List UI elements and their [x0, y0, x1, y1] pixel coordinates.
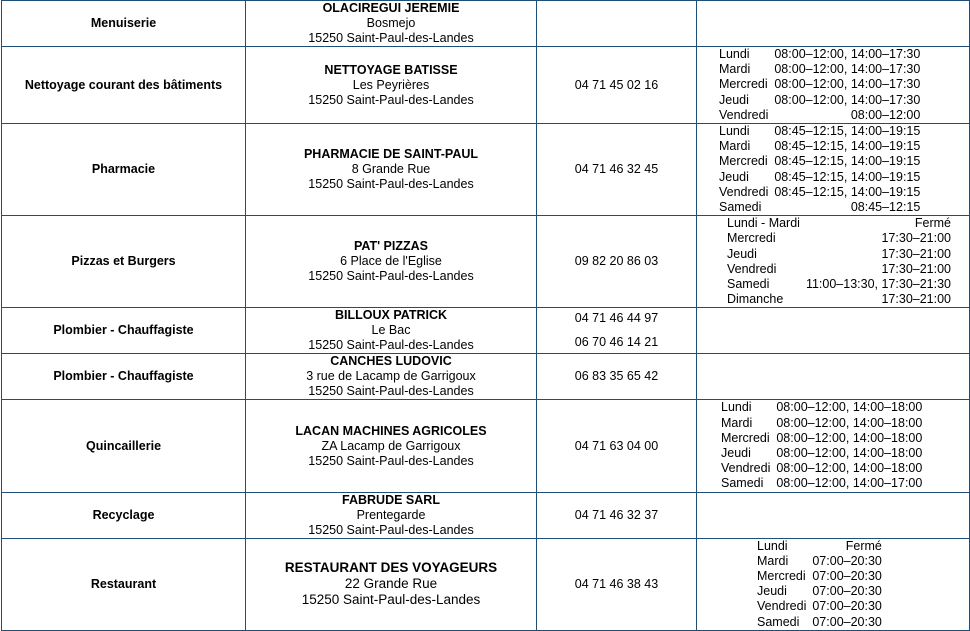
phone-cell — [537, 492, 697, 538]
hours-day: Vendredi — [727, 261, 777, 276]
hours-time: 08:45–12:15 — [850, 200, 921, 215]
hours-time: Fermé — [914, 216, 951, 231]
hours-time: Fermé — [845, 538, 882, 553]
address-line: Prentegarde — [356, 507, 426, 522]
business-name: LACAN MACHINES AGRICOLES — [295, 423, 487, 438]
business-cell — [246, 354, 537, 400]
directory-table — [1, 0, 970, 631]
address-line: 15250 Saint-Paul-des-Landes — [308, 453, 474, 468]
hours-time: 08:00–12:00, 14:00–18:00 — [776, 461, 923, 476]
hours-time: 08:00–12:00, 14:00–17:30 — [774, 77, 921, 92]
hours-day: Vendredi — [719, 107, 769, 122]
hours-time: 08:00–12:00, 14:00–17:30 — [774, 47, 921, 61]
hours-day: Vendredi — [721, 461, 771, 476]
hours-time: 17:30–21:00 — [881, 292, 951, 307]
phone-cell — [537, 400, 697, 492]
address-line: 15250 Saint-Paul-des-Landes — [308, 384, 474, 399]
hours-time: 08:45–12:15, 14:00–19:15 — [774, 169, 921, 184]
hours-day: Samedi — [727, 277, 770, 292]
business-name: PAT' PIZZAS — [353, 239, 429, 254]
hours-time: 08:45–12:15, 14:00–19:15 — [774, 154, 921, 169]
hours-day: Mercredi — [719, 154, 768, 169]
category-cell: Menuiserie — [2, 1, 246, 47]
table-row — [2, 354, 970, 400]
address-line: 8 Grande Rue — [351, 162, 431, 177]
category-cell: Pharmacie — [2, 124, 246, 216]
phone-number: 04 71 46 32 45 — [574, 162, 659, 177]
hours-time: 08:00–12:00 — [850, 107, 921, 122]
address-line: Le Bac — [371, 323, 411, 338]
opening-hours-cell — [697, 47, 970, 124]
business-cell — [246, 308, 537, 354]
phone-cell — [537, 354, 697, 400]
opening-hours-cell — [697, 492, 970, 538]
hours-day: Samedi — [757, 614, 800, 629]
hours-time: 17:30–21:00 — [881, 231, 951, 246]
hours-day: Vendredi — [719, 184, 769, 199]
address-line: 15250 Saint-Paul-des-Landes — [308, 31, 474, 45]
hours-day: Jeudi — [721, 446, 751, 461]
hours-day: Samedi — [719, 200, 762, 215]
hours-time: 17:30–21:00 — [881, 261, 951, 276]
opening-hours-list — [697, 124, 920, 215]
opening-hours-cell — [697, 124, 970, 216]
address-line: 22 Grande Rue — [344, 576, 438, 592]
hours-time: 07:00–20:30 — [812, 584, 882, 599]
phone-number: 04 71 46 44 97 — [574, 311, 659, 326]
business-cell — [246, 216, 537, 308]
opening-hours-cell — [697, 308, 970, 354]
address-line: 15250 Saint-Paul-des-Landes — [308, 177, 474, 192]
opening-hours-cell — [697, 216, 970, 308]
hours-day: Lundi — [757, 538, 788, 553]
phone-cell — [537, 124, 697, 216]
table-row — [2, 47, 970, 124]
address-line: Les Peyrières — [352, 77, 430, 92]
hours-day: Mercredi — [719, 77, 768, 92]
category-cell: Plombier - Chauffagiste — [2, 308, 246, 354]
hours-day: Samedi — [721, 476, 764, 491]
address-line: ZA Lacamp de Garrigoux — [321, 438, 461, 453]
hours-time: 07:00–20:30 — [812, 569, 882, 584]
business-name: FABRUDE SARL — [342, 492, 440, 507]
hours-time: 08:00–12:00, 14:00–17:00 — [776, 476, 923, 491]
phone-number: 09 82 20 86 03 — [574, 254, 659, 269]
hours-day: Lundi — [719, 47, 750, 61]
table-row — [2, 492, 970, 538]
hours-day: Jeudi — [719, 169, 749, 184]
opening-hours-cell — [697, 538, 970, 630]
hours-time: 08:45–12:15, 14:00–19:15 — [774, 139, 921, 154]
business-cell — [246, 538, 537, 630]
phone-cell — [537, 47, 697, 124]
phone-cell — [537, 1, 697, 47]
hours-day: Jeudi — [757, 584, 787, 599]
address-line: 15250 Saint-Paul-des-Landes — [308, 92, 474, 107]
business-name: PHARMACIE DE SAINT-PAUL — [303, 147, 479, 162]
hours-day: Lundi — [721, 400, 752, 415]
table-row — [2, 308, 970, 354]
business-name: NETTOYAGE BATISSE — [324, 62, 458, 77]
hours-day: Mercredi — [727, 231, 776, 246]
business-name: RESTAURANT DES VOYAGEURS — [284, 560, 498, 576]
phone-number: 04 71 46 32 37 — [574, 507, 659, 522]
category-cell: Nettoyage courant des bâtiments — [2, 47, 246, 124]
opening-hours-cell — [697, 400, 970, 492]
phone-number: 04 71 63 04 00 — [574, 438, 659, 453]
opening-hours-list — [697, 400, 922, 491]
phone-number: 04 71 45 02 16 — [574, 77, 659, 92]
hours-time: 17:30–21:00 — [881, 246, 951, 261]
table-row — [2, 538, 970, 630]
category-cell: Recyclage — [2, 492, 246, 538]
hours-day: Mercredi — [721, 430, 770, 445]
hours-day: Dimanche — [727, 292, 784, 307]
phone-cell — [537, 538, 697, 630]
table-row — [2, 400, 970, 492]
hours-time: 11:00–13:30, 17:30–21:30 — [805, 277, 951, 292]
hours-day: Jeudi — [719, 92, 749, 107]
phone-number: 04 71 46 38 43 — [574, 576, 659, 591]
hours-time: 07:00–20:30 — [812, 599, 882, 614]
hours-day: Mardi — [757, 553, 789, 568]
category-cell: Pizzas et Burgers — [2, 216, 246, 308]
hours-time: 07:00–20:30 — [812, 553, 882, 568]
address-line: 15250 Saint-Paul-des-Landes — [308, 269, 474, 284]
category-cell: Plombier - Chauffagiste — [2, 354, 246, 400]
opening-hours-cell — [697, 1, 970, 47]
hours-time: 08:00–12:00, 14:00–18:00 — [776, 446, 923, 461]
hours-day: Vendredi — [757, 599, 807, 614]
hours-time: 08:45–12:15, 14:00–19:15 — [774, 124, 921, 139]
opening-hours-list — [697, 47, 920, 123]
address-line: 3 rue de Lacamp de Garrigoux — [306, 369, 476, 384]
category-cell: Restaurant — [2, 538, 246, 630]
address-line: 6 Place de l'Eglise — [340, 254, 442, 269]
hours-day: Lundi - Mardi — [727, 216, 800, 231]
hours-time: 08:00–12:00, 14:00–18:00 — [776, 400, 923, 415]
hours-time: 08:00–12:00, 14:00–18:00 — [776, 415, 923, 430]
phone-number: 06 83 35 65 42 — [574, 369, 659, 384]
business-cell — [246, 400, 537, 492]
opening-hours-list — [697, 216, 970, 307]
table-row — [2, 124, 970, 216]
business-cell — [246, 1, 537, 47]
business-cell — [246, 47, 537, 124]
business-name: BILLOUX PATRICK — [334, 308, 448, 323]
hours-day: Mardi — [721, 415, 753, 430]
phone-number: 06 70 46 14 21 — [574, 335, 659, 350]
business-cell — [246, 492, 537, 538]
hours-day: Mercredi — [757, 569, 806, 584]
hours-time: 08:00–12:00, 14:00–17:30 — [774, 92, 921, 107]
address-line: Bosmejo — [366, 16, 416, 30]
hours-day: Lundi — [719, 124, 750, 139]
business-name: OLACIREGUI JEREMIE — [322, 1, 460, 15]
table-row — [2, 216, 970, 308]
category-cell: Quincaillerie — [2, 400, 246, 492]
hours-time: 08:45–12:15, 14:00–19:15 — [774, 184, 921, 199]
table-row — [2, 1, 970, 47]
address-line: 15250 Saint-Paul-des-Landes — [308, 338, 474, 353]
address-line: 15250 Saint-Paul-des-Landes — [308, 522, 474, 537]
hours-day: Mardi — [719, 62, 751, 77]
business-cell — [246, 124, 537, 216]
address-line: 15250 Saint-Paul-des-Landes — [301, 592, 481, 608]
hours-time: 08:00–12:00, 14:00–17:30 — [774, 62, 921, 77]
hours-time: 07:00–20:30 — [812, 614, 882, 629]
hours-day: Mardi — [719, 139, 751, 154]
hours-day: Jeudi — [727, 246, 757, 261]
opening-hours-cell — [697, 354, 970, 400]
hours-time: 08:00–12:00, 14:00–18:00 — [776, 430, 923, 445]
phone-cell — [537, 216, 697, 308]
opening-hours-list — [697, 539, 882, 630]
directory-table-body — [2, 1, 970, 631]
business-name: CANCHES LUDOVIC — [330, 354, 452, 369]
phone-cell — [537, 308, 697, 354]
